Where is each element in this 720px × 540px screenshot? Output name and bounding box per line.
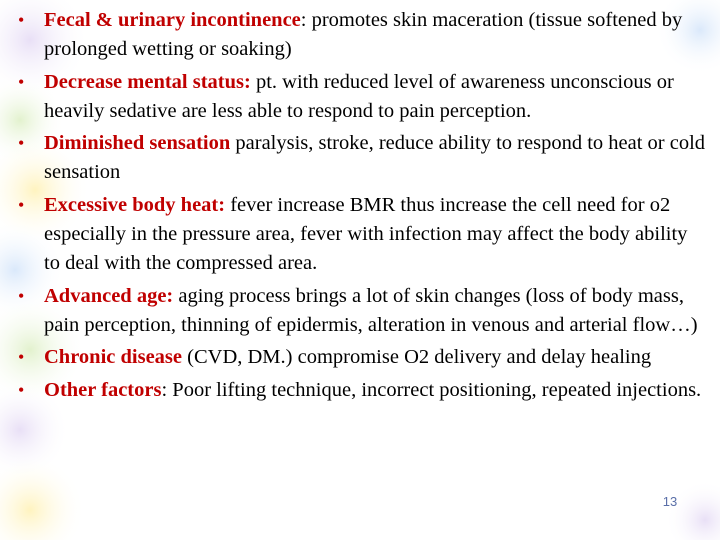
list-item: [18, 68, 708, 127]
bullet-icon: •: [18, 10, 25, 30]
bullet-text: fever increase BMR thus increase the cell need for o2 especially in the pressure area, fever with infection may affect the body ability to deal with the compressed area.: [44, 193, 688, 275]
bullet-icon: •: [18, 194, 25, 215]
bullet-text: paralysis, stroke, reduce ability to respond to heat or cold sensation: [44, 132, 706, 184]
list-item: [18, 6, 708, 65]
slide-content: [18, 6, 708, 408]
bullet-icon: •: [18, 347, 25, 368]
bullet-term: Chronic disease: [44, 346, 183, 369]
bullet-text: pt. with reduced level of awareness unconscious or heavily sedative are less able to respond to pain perception.: [44, 70, 674, 122]
page-number: 13: [662, 494, 678, 509]
list-item: [18, 129, 708, 188]
bullet-icon: •: [18, 133, 25, 154]
bullet-list: [18, 6, 708, 405]
list-item: [18, 376, 708, 405]
bullet-icon: •: [18, 285, 25, 306]
bullet-term: Advanced age:: [44, 284, 174, 307]
list-item: [18, 343, 708, 372]
bullet-icon: •: [18, 379, 25, 400]
bullet-term: Excessive body heat:: [44, 193, 226, 216]
bullet-icon: •: [18, 71, 25, 92]
bullet-text: (CVD, DM.) compromise O2 delivery and delay healing: [182, 346, 652, 369]
bullet-term: Other factors: [44, 378, 162, 401]
bullet-term: Decrease mental status:: [44, 70, 251, 93]
bullet-term: Diminished sensation: [44, 132, 231, 155]
bullet-term: Fecal & urinary incontinence: [44, 9, 301, 31]
list-item: [18, 282, 708, 341]
bullet-text: : promotes skin maceration (tissue softened by prolonged wetting or soaking): [44, 9, 683, 61]
list-item: [18, 191, 708, 279]
bullet-text: aging process brings a lot of skin changes (loss of body mass, pain perception, thinning of epidermis, alteration in venous and arterial flow…): [44, 284, 698, 336]
bullet-text: : Poor lifting technique, incorrect positioning, repeated injections.: [161, 378, 702, 401]
